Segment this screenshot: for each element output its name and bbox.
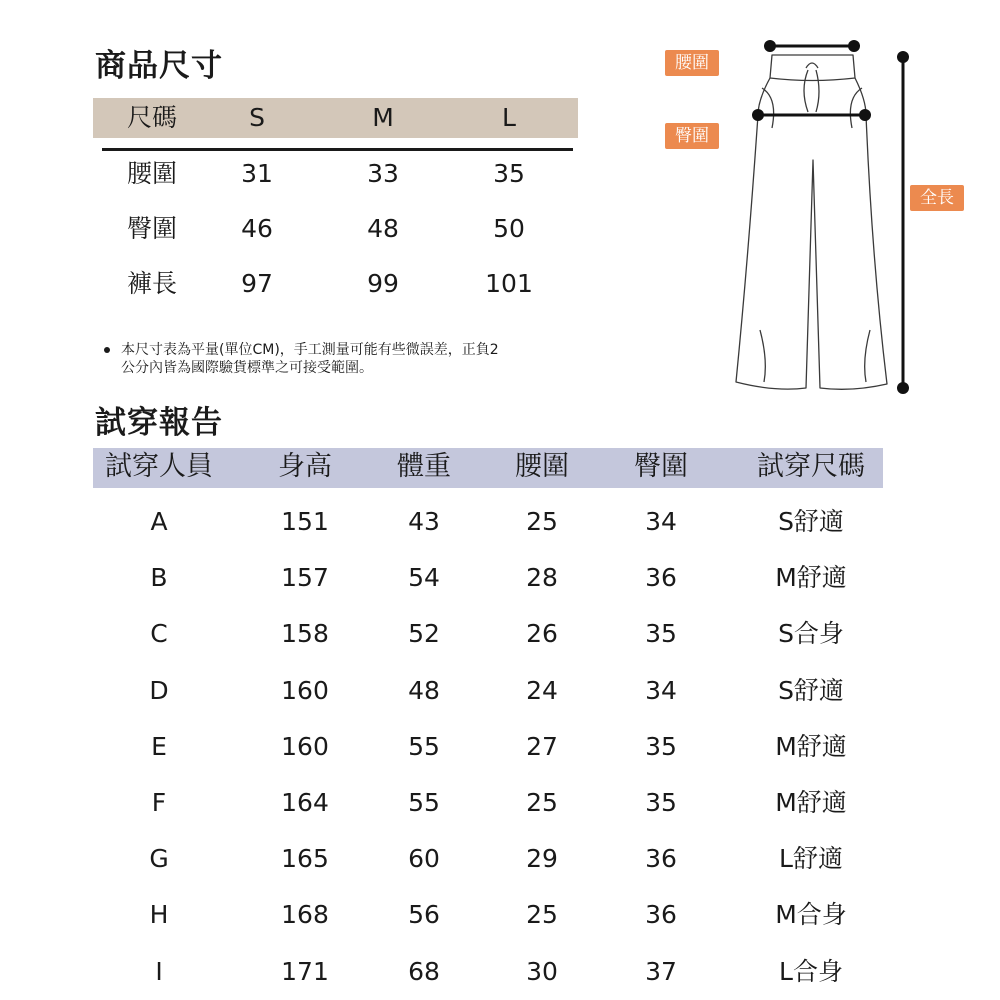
note-line-2: 公分內皆為國際驗貨標準之可接受範圍。 xyxy=(121,360,373,376)
tryon-header-size: 試穿尺碼 xyxy=(757,451,865,482)
tryon-cell-hip: 35 xyxy=(645,788,677,817)
hip-measure-dot xyxy=(752,109,764,121)
tryon-cell-hip: 36 xyxy=(645,844,677,874)
size-row-label: 褲長 xyxy=(127,269,178,298)
tryon-cell-waist: 26 xyxy=(526,619,558,649)
tryon-cell-weight: 54 xyxy=(408,563,440,593)
tryon-cell-weight: 55 xyxy=(408,731,440,761)
size-header-s: S xyxy=(249,103,265,132)
size-cell: 99 xyxy=(367,269,399,298)
tryon-cell-height: 158 xyxy=(281,619,329,649)
hip-label-tag: 臀圍 xyxy=(665,123,719,149)
size-cell: 35 xyxy=(493,159,525,188)
size-cell: 50 xyxy=(493,214,525,243)
length-label-tag: 全長 xyxy=(910,185,964,211)
tryon-cell-height: 165 xyxy=(281,844,329,874)
tryon-cell-waist: 25 xyxy=(526,788,558,817)
tryon-cell-hip: 34 xyxy=(645,675,677,705)
tryon-cell-size: S合身 xyxy=(778,619,844,649)
tryon-cell-height: 168 xyxy=(281,900,329,930)
size-cell: 31 xyxy=(241,159,273,188)
tryon-cell-hip: 36 xyxy=(645,563,677,593)
tryon-cell-size: M舒適 xyxy=(775,731,847,761)
tryon-cell-waist: 28 xyxy=(526,563,558,593)
tryon-cell-hip: 35 xyxy=(645,619,677,649)
waist-measure-dot xyxy=(848,40,860,52)
tryon-cell-tester: E xyxy=(151,731,167,761)
pants-outline xyxy=(736,78,887,389)
note-line-1: 本尺寸表為平量(單位CM)，手工測量可能有些微誤差，正負2 xyxy=(121,342,499,358)
tryon-cell-weight: 60 xyxy=(408,844,440,874)
tryon-cell-tester: H xyxy=(149,900,169,930)
tryon-cell-weight: 68 xyxy=(408,956,440,986)
tryon-cell-weight: 52 xyxy=(408,619,440,649)
size-cell: 101 xyxy=(485,269,533,298)
tryon-cell-waist: 25 xyxy=(526,900,558,930)
tryon-cell-height: 157 xyxy=(281,563,329,593)
size-cell: 33 xyxy=(367,159,399,188)
tryon-cell-size: L舒適 xyxy=(779,844,843,874)
tryon-header-waist: 腰圍 xyxy=(515,451,569,482)
size-section-title: 商品尺寸 xyxy=(95,48,223,84)
tryon-cell-tester: C xyxy=(150,619,168,649)
pants-drawstring xyxy=(804,63,819,112)
tryon-cell-height: 160 xyxy=(281,675,329,705)
tryon-cell-hip: 35 xyxy=(645,731,677,761)
size-cell: 48 xyxy=(367,214,399,243)
size-header-m: M xyxy=(372,103,394,132)
tryon-cell-hip: 36 xyxy=(645,900,677,930)
tryon-cell-size: M舒適 xyxy=(775,788,847,817)
waist-measure-dot xyxy=(764,40,776,52)
tryon-cell-size: M合身 xyxy=(775,900,847,930)
tryon-cell-weight: 43 xyxy=(408,507,440,536)
tryon-cell-size: S舒適 xyxy=(778,675,844,705)
tryon-cell-tester: B xyxy=(150,563,168,593)
tryon-cell-height: 164 xyxy=(281,788,329,817)
length-measure-dot xyxy=(897,382,909,394)
waist-label-tag: 腰圍 xyxy=(665,50,719,76)
tryon-cell-tester: G xyxy=(149,844,169,874)
pants-pocket-right xyxy=(850,88,862,128)
tryon-cell-hip: 37 xyxy=(645,956,677,986)
tryon-cell-size: M舒適 xyxy=(775,563,847,593)
tryon-cell-tester: A xyxy=(150,507,168,536)
tryon-cell-waist: 30 xyxy=(526,956,558,986)
measurement-note xyxy=(104,341,594,377)
tryon-cell-waist: 29 xyxy=(526,844,558,874)
size-row-label: 臀圍 xyxy=(127,214,178,243)
tryon-cell-size: L合身 xyxy=(779,956,843,986)
tryon-header-weight: 體重 xyxy=(397,451,451,482)
tryon-cell-height: 151 xyxy=(281,507,329,536)
tryon-cell-size: S舒適 xyxy=(778,507,844,536)
tryon-header-hip: 臀圍 xyxy=(634,451,688,482)
size-cell: 46 xyxy=(241,214,273,243)
length-measure-dot xyxy=(897,51,909,63)
tryon-cell-weight: 56 xyxy=(408,900,440,930)
size-header-label: 尺碼 xyxy=(127,103,178,132)
tryon-header-tester: 試穿人員 xyxy=(105,451,213,482)
tryon-cell-waist: 27 xyxy=(526,731,558,761)
tryon-cell-weight: 55 xyxy=(408,788,440,817)
tryon-cell-waist: 24 xyxy=(526,675,558,705)
tryon-cell-hip: 34 xyxy=(645,507,677,536)
size-row-label: 腰圍 xyxy=(127,159,178,188)
tryon-cell-tester: F xyxy=(151,788,167,817)
tryon-cell-height: 160 xyxy=(281,731,329,761)
size-cell: 97 xyxy=(241,269,273,298)
size-header-l: L xyxy=(502,103,516,132)
tryon-cell-height: 171 xyxy=(281,956,329,986)
tryon-header-height: 身高 xyxy=(278,451,332,482)
tryon-cell-waist: 25 xyxy=(526,507,558,536)
tryon-cell-weight: 48 xyxy=(408,675,440,705)
pants-waistband xyxy=(770,55,855,81)
tryon-cell-tester: D xyxy=(149,675,169,705)
size-table-divider xyxy=(102,148,573,151)
bullet-dot xyxy=(104,347,110,353)
pants-pocket-left xyxy=(762,88,774,128)
pants-diagram xyxy=(660,30,1000,410)
hip-measure-dot xyxy=(859,109,871,121)
tryon-section-title: 試穿報告 xyxy=(95,405,223,441)
tryon-cell-tester: I xyxy=(155,956,163,986)
